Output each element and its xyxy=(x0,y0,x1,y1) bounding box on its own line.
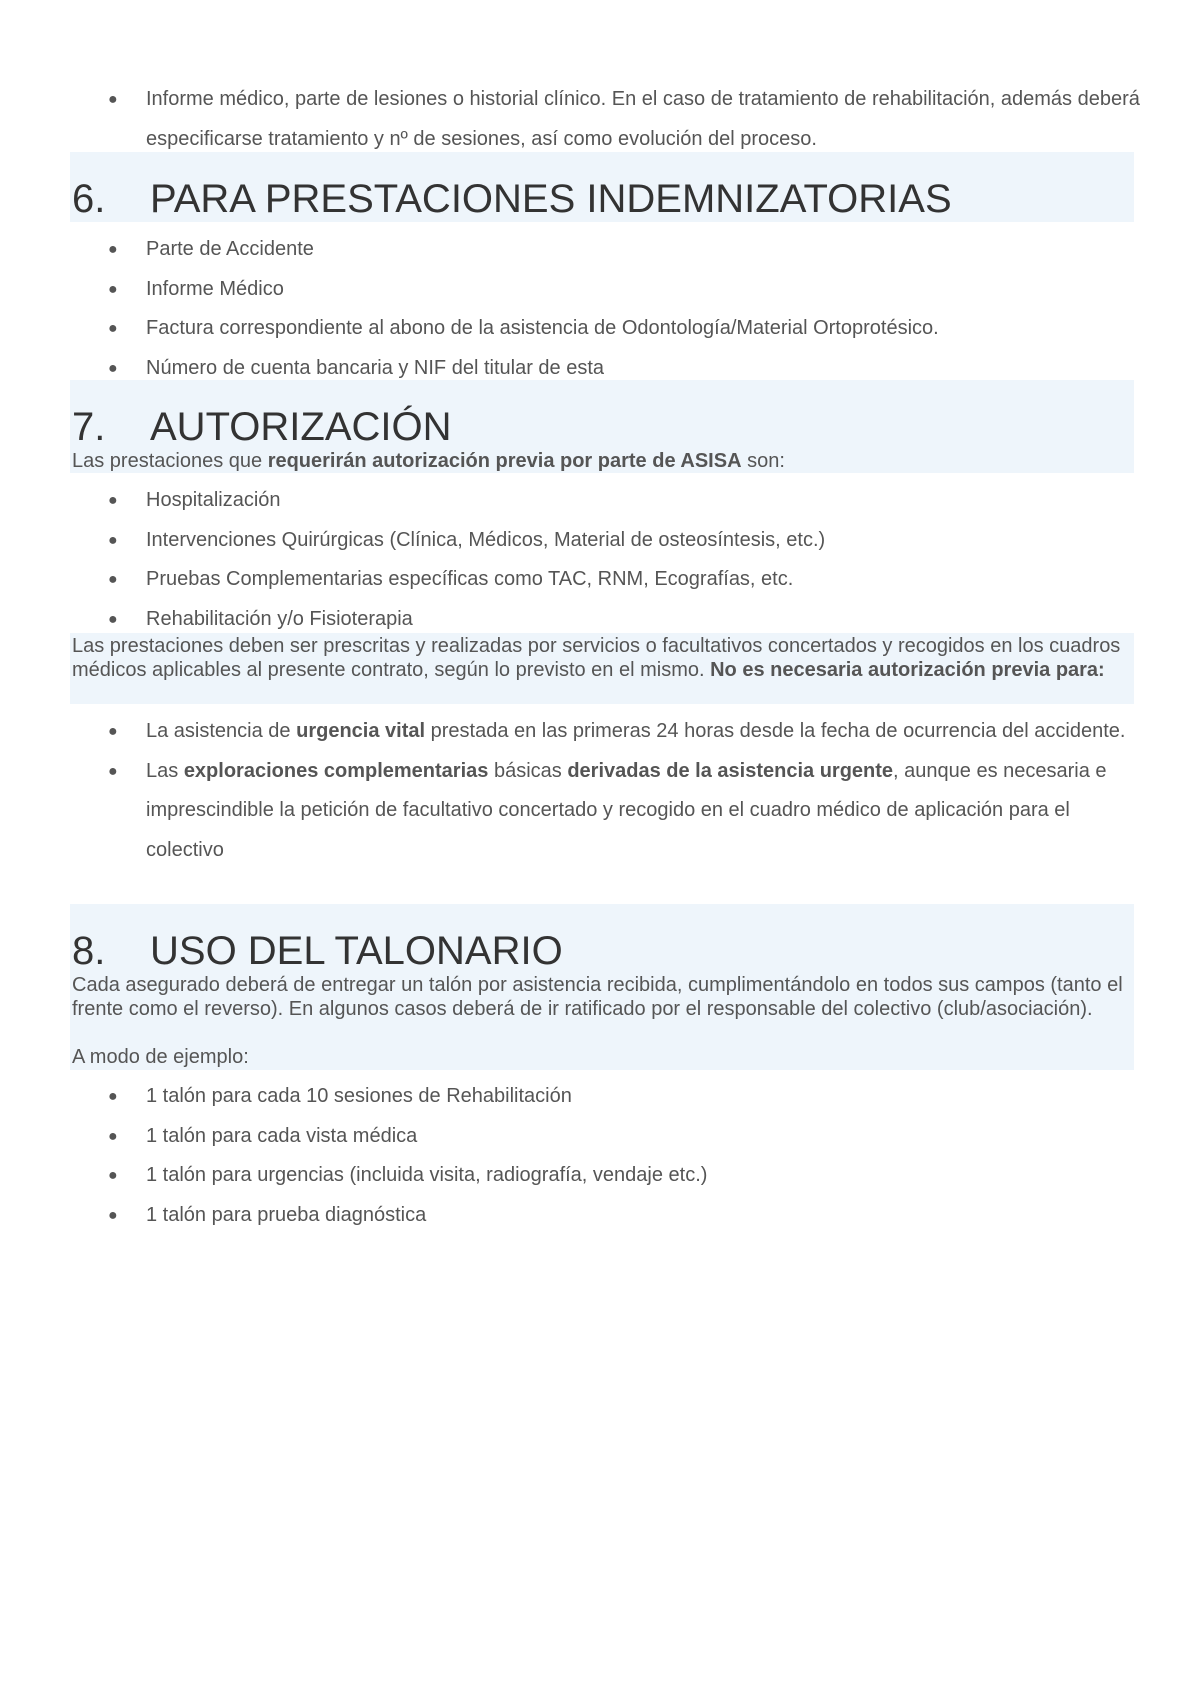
bullet-icon: ● xyxy=(108,320,118,337)
section-8-example-label: A modo de ejemplo: xyxy=(72,1046,249,1068)
bullet-icon: ● xyxy=(108,762,118,780)
section-7-exceptions xyxy=(0,712,1200,870)
section-6-number: 6. xyxy=(72,177,106,221)
bullet-icon: ● xyxy=(108,1088,118,1105)
list-item: ● Factura correspondiente al abono de la asistencia de Odontología/Material Ortoprotésico. xyxy=(0,309,1200,349)
section-8-number: 8. xyxy=(72,929,106,973)
section-7-number: 7. xyxy=(72,405,106,449)
list-item: ● Informe Médico xyxy=(0,270,1200,310)
list-item: ● 1 talón para cada vista médica xyxy=(0,1117,1200,1157)
bullet-icon: ● xyxy=(108,1167,118,1184)
intro-list xyxy=(0,80,1200,159)
section-7-heading xyxy=(72,403,452,451)
list-item: ● 1 talón para cada 10 sesiones de Rehabilitación xyxy=(0,1077,1200,1117)
bullet-icon: ● xyxy=(108,571,118,588)
section-6-title: PARA PRESTACIONES INDEMNIZATORIAS xyxy=(150,177,952,221)
section-7-list xyxy=(0,481,1200,639)
list-item: ● La asistencia de urgencia vital prestada en las primeras 24 horas desde la fecha de ocurrencia del accidente. xyxy=(0,712,1200,752)
list-item: ● Parte de Accidente xyxy=(0,230,1200,270)
bullet-icon: ● xyxy=(108,91,118,108)
section-7-title: AUTORIZACIÓN xyxy=(150,405,452,449)
bullet-icon: ● xyxy=(108,492,118,509)
section-7-note: Las prestaciones deben ser prescritas y realizadas por servicios o facultativos concertados y recogidos en los cuadros médicos aplicables al presente contrato, según lo previsto en el mismo. No es necesaria autorización previa para: xyxy=(72,635,1121,681)
list-item: ● Hospitalización xyxy=(0,481,1200,521)
bullet-icon: ● xyxy=(108,1127,118,1145)
bullet-icon: ● xyxy=(108,241,118,258)
section-6-list xyxy=(0,230,1200,388)
list-item: ● 1 talón para prueba diagnóstica xyxy=(0,1196,1200,1236)
list-item: ● Número de cuenta bancaria y NIF del titular de esta xyxy=(0,349,1200,389)
bullet-icon: ● xyxy=(108,723,118,740)
list-item: ● Informe médico, parte de lesiones o historial clínico. En el caso de tratamiento de rehabilitación, además deberá especificarse tratamiento y nº de sesiones, así como evolución del proceso. xyxy=(0,80,1200,159)
bullet-icon: ● xyxy=(108,280,118,298)
bullet-icon: ● xyxy=(108,610,118,628)
list-item: ● Intervenciones Quirúrgicas (Clínica, Médicos, Material de osteosíntesis, etc.) xyxy=(0,521,1200,561)
bullet-icon: ● xyxy=(108,531,118,549)
section-8-heading xyxy=(72,927,563,975)
list-item: ● Las exploraciones complementarias básicas derivadas de la asistencia urgente, aunque es necesaria e imprescindible la petición de facultativo concertado y recogido en el cuadro médico de aplicación para el colectivo xyxy=(0,752,1200,871)
bullet-icon: ● xyxy=(108,1206,118,1224)
section-6-heading xyxy=(72,175,952,223)
section-8-list xyxy=(0,1077,1200,1235)
list-item: ● 1 talón para urgencias (incluida visita, radiografía, vendaje etc.) xyxy=(0,1156,1200,1196)
list-item: ● Rehabilitación y/o Fisioterapia xyxy=(0,600,1200,640)
bullet-icon: ● xyxy=(108,359,118,377)
section-7-intro: Las prestaciones que requerirán autorización previa por parte de ASISA son: xyxy=(72,450,785,472)
list-item: ● Pruebas Complementarias específicas como TAC, RNM, Ecografías, etc. xyxy=(0,560,1200,600)
section-8-title: USO DEL TALONARIO xyxy=(150,929,563,973)
section-8-para: Cada asegurado deberá de entregar un talón por asistencia recibida, cumplimentándolo en todos sus campos (tanto el frente como el reverso). En algunos casos deberá de ir ratificado por el responsable del colectivo (club/asociación). xyxy=(72,974,1123,1020)
